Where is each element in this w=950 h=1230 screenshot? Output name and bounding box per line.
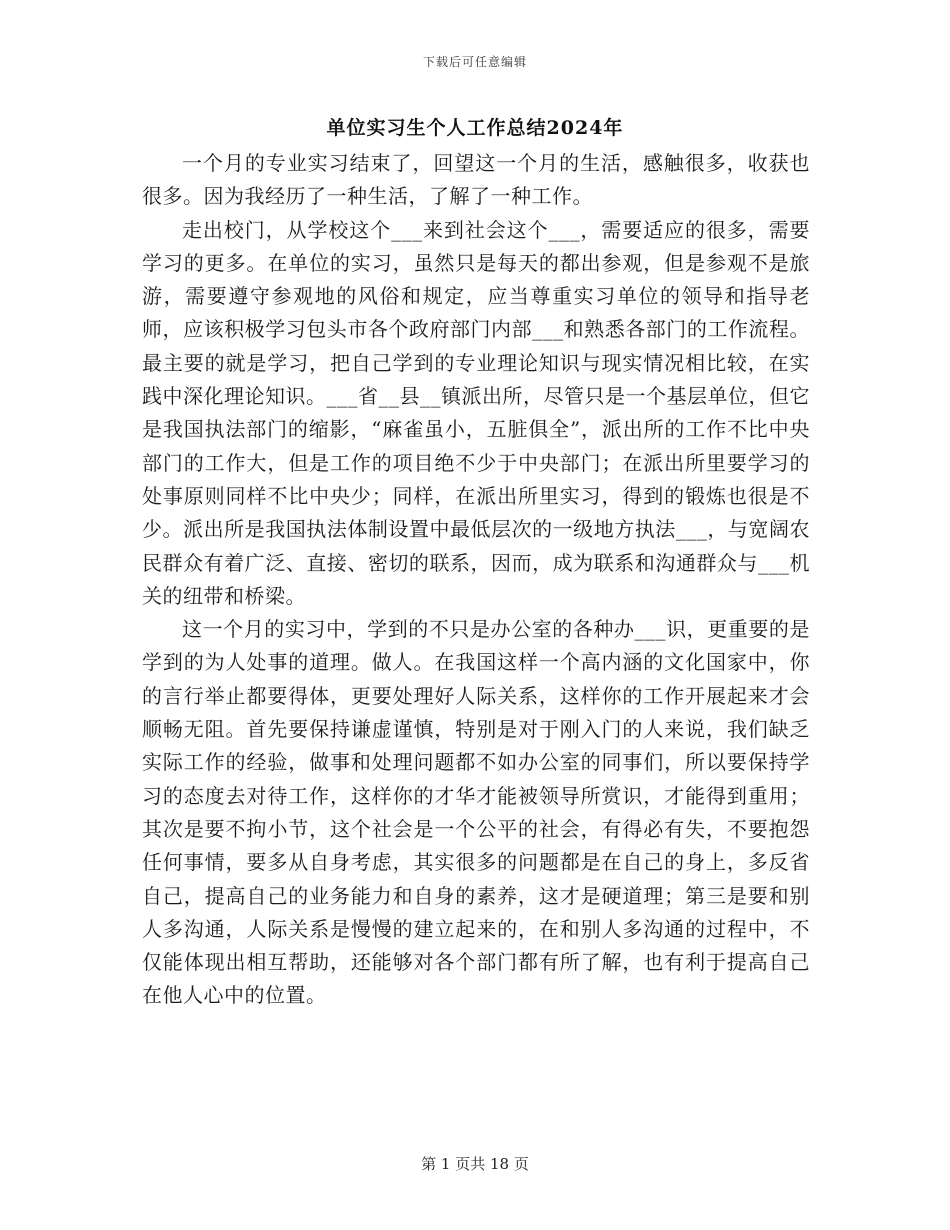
header-note: 下载后可任意编辑 bbox=[422, 55, 527, 69]
paragraph: 这一个月的实习中，学到的不只是办公室的各种办___识，更重要的是学到的为人处事的道理。做人。在我国这样一个高内涵的文化国家中，你的言行举止都要得体，更要处理好人际关系，这样你的工作开展起来才会顺畅无阻。首先要保持谦虚谨慎，特别是对于刚入门的人来说，我们缺乏实际工作的经验，做事和处理问题都不如办公室的同事们，所以要保持学习的态度去对待工作，这样你的才华才能被领导所赏识，才能得到重用；其次是要不拘小节，这个社会是一个公平的社会，有得必有失，不要抱怨任何事情，要多从自身考虑，其实很多的问题都是在自己的身上，多反省自己，提高自己的业务能力和自身的素养，这才是硬道理；第三是要和别人多沟通，人际关系是慢慢的建立起来的，在和别人多沟通的过程中，不仅能体现出相互帮助，还能够对各个部门都有所了解，也有利于提高自己在他人心中的位置。 bbox=[142, 617, 810, 1008]
page-number: 第 1 页共 18 页 bbox=[421, 1155, 529, 1173]
paragraph: 走出校门，从学校这个___来到社会这个___，需要适应的很多，需要学习的更多。在单位的实习，虽然只是每天的都出参观，但是参观不是旅游，需要遵守参观地的风俗和规定，应当尊重实习单位的领导和指导老师，应该积极学习包头市各个政府部门内部___和熟悉各部门的工作流程。最主要的就是学习，把自己学到的专业理论知识与现实情况相比较，在实践中深化理论知识。___省__县__镇派出所，尽管只是一个基层单位，但它是我国执法部门的缩影，“麻雀虽小，五脏俱全”，派出所的工作不比中央部门的工作大，但是工作的项目绝不少于中央部门；在派出所里要学习的处事原则同样不比中央少；同样，在派出所里实习，得到的锻炼也很是不少。派出所是我国执法体制设置中最低层次的一级地方执法___，与宽阔农民群众有着广泛、直接、密切的联系，因而，成为联系和沟通群众与___机关的纽带和桥梁。 bbox=[142, 217, 810, 608]
document-body bbox=[142, 147, 810, 1013]
paragraph: 一个月的专业实习结束了，回望这一个月的生活，感触很多，收获也很多。因为我经历了一种生活，了解了一种工作。 bbox=[142, 151, 810, 209]
document-title: 单位实习生个人工作总结2024年 bbox=[326, 117, 624, 139]
